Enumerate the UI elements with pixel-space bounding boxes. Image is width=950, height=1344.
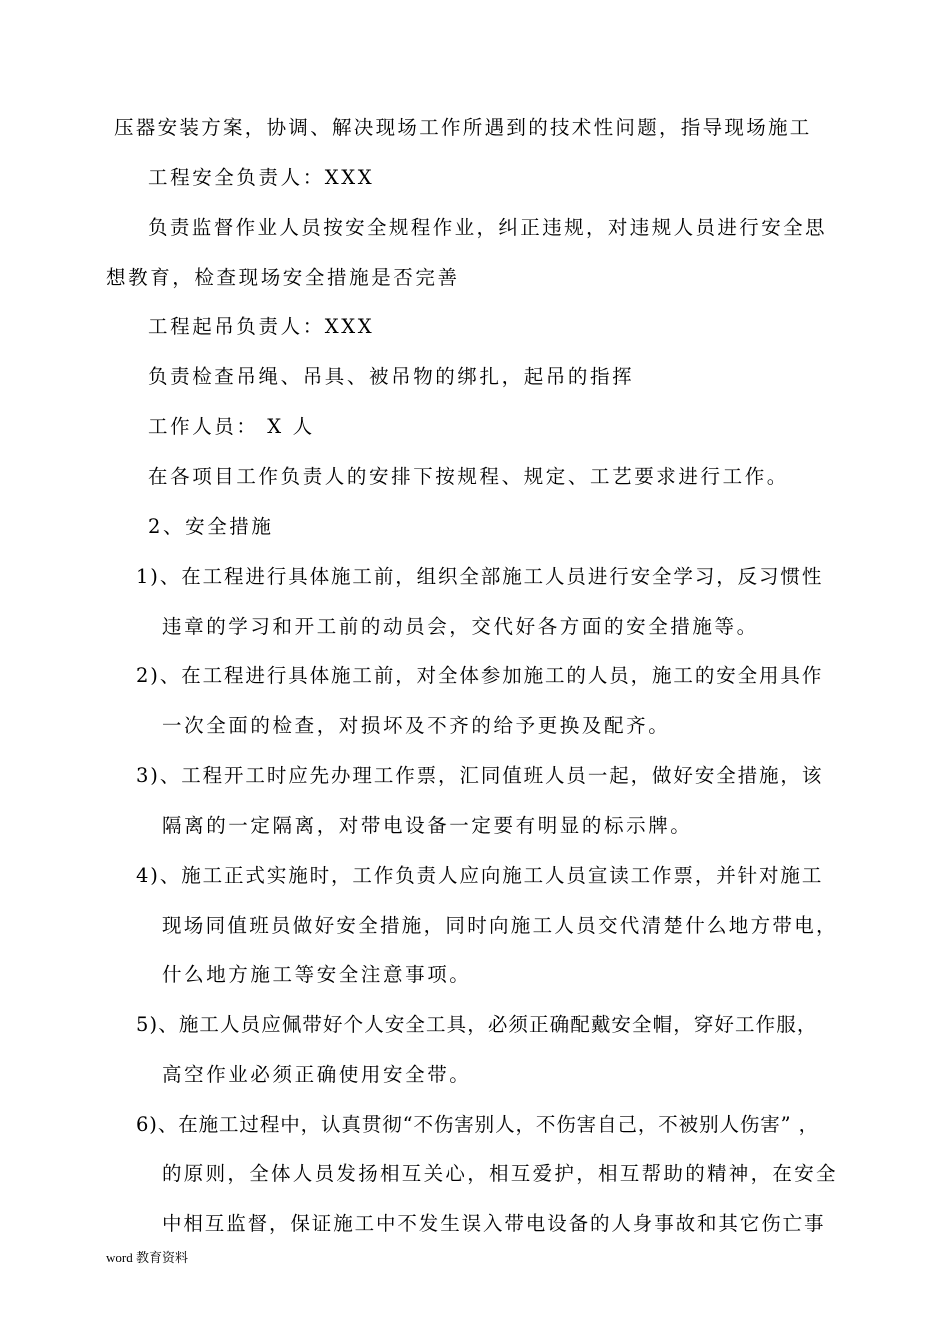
list-item: 1)、在工程进行具体施工前，组织全部施工人员进行安全学习，反习惯性 [136, 565, 824, 588]
text-line: 压器安装方案，协调、解决现场工作所遇到的技术性问题，指导现场施工 [114, 116, 812, 139]
text-line: 工程起吊负责人：XXX [148, 315, 375, 338]
page-footer: word 教育资料 [106, 1250, 188, 1265]
text-line: 工作人员： X 人 [148, 415, 315, 438]
list-item: 4)、施工正式实施时，工作负责人应向施工人员宣读工作票，并针对施工 [136, 864, 824, 887]
text-line: 违章的学习和开工前的动员会，交代好各方面的安全措施等。 [162, 615, 759, 638]
text-line: 现场同值班员做好安全措施，同时向施工人员交代清楚什么地方带电， [162, 914, 838, 937]
text-line: 高空作业必须正确使用安全带。 [162, 1063, 472, 1086]
text-line: 工程安全负责人：XXX [148, 166, 375, 189]
text-line: 在各项目工作负责人的安排下按规程、规定、工艺要求进行工作。 [148, 465, 789, 488]
text-line: 负责检查吊绳、吊具、被吊物的绑扎，起吊的指挥 [148, 365, 635, 388]
list-item: 5)、施工人员应佩带好个人安全工具，必须正确配戴安全帽，穿好工作服， [136, 1013, 818, 1036]
text-line: 负责监督作业人员按安全规程作业，纠正违规，对违规人员进行安全思 [148, 216, 827, 239]
list-item: 2)、在工程进行具体施工前，对全体参加施工的人员，施工的安全用具作 [136, 664, 824, 687]
section-heading: 2、安全措施 [148, 515, 274, 538]
text-line: 什么地方施工等安全注意事项。 [162, 963, 472, 986]
text-line: 一次全面的检查，对损坏及不齐的给予更换及配齐。 [162, 714, 671, 737]
text-line: 的原则，全体人员发扬相互关心，相互爱护，相互帮助的精神，在安全 [162, 1162, 838, 1185]
list-item: 3)、工程开工时应先办理工作票，汇同值班人员一起，做好安全措施，该 [136, 764, 824, 787]
list-item: 6)、在施工过程中，认真贯彻“不伤害别人，不伤害自己，不被别人伤害” ， [136, 1113, 820, 1136]
text-line: 想教育，检查现场安全措施是否完善 [106, 266, 460, 289]
text-line: 隔离的一定隔离，对带电设备一定要有明显的标示牌。 [162, 814, 693, 837]
text-line: 中相互监督，保证施工中不发生误入带电设备的人身事故和其它伤亡事 [162, 1212, 826, 1235]
